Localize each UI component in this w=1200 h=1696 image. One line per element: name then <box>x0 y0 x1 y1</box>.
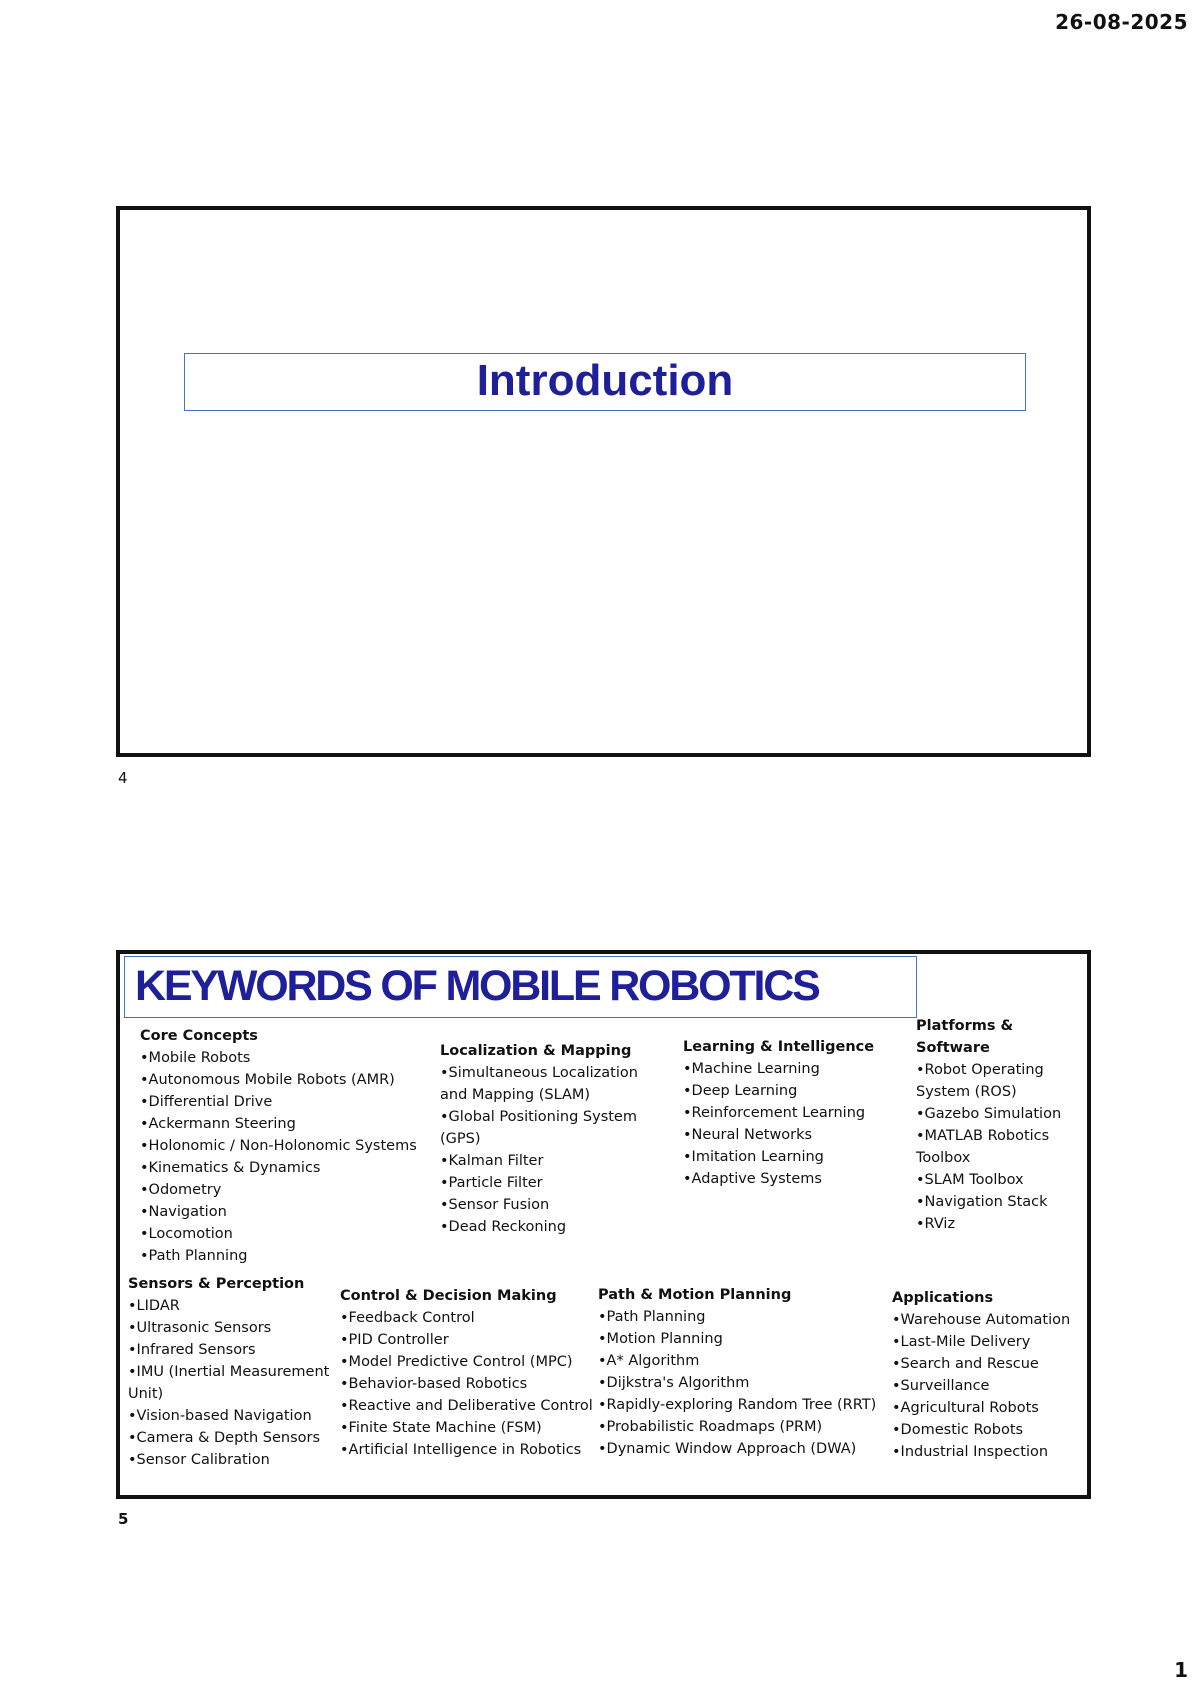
section-title: Core Concepts <box>140 1028 258 1044</box>
keyword-list <box>440 1062 665 1238</box>
keyword-item: •Gazebo Simulation <box>916 1106 1062 1122</box>
keyword-item: •A* Algorithm <box>598 1353 700 1369</box>
keyword-item: •Model Predictive Control (MPC) <box>340 1354 573 1370</box>
keyword-item: •LIDAR <box>128 1298 180 1314</box>
slide-title-box <box>184 353 1026 411</box>
keyword-item: •Machine Learning <box>683 1061 820 1077</box>
keyword-item: •Vision-based Navigation <box>128 1408 312 1424</box>
keyword-item: •Reinforcement Learning <box>683 1105 866 1121</box>
section-path-motion-planning <box>598 1284 898 1460</box>
document-date: 26-08-2025 <box>1055 10 1188 34</box>
keyword-list <box>916 1059 1076 1235</box>
keyword-item: •Artificial Intelligence in Robotics <box>340 1442 582 1458</box>
keyword-item: •Camera & Depth Sensors <box>128 1430 321 1446</box>
keyword-item: •Simultaneous Localization and Mapping (SLAM) <box>440 1065 638 1103</box>
keyword-list <box>340 1307 595 1461</box>
keyword-item: •Finite State Machine (FSM) <box>340 1420 542 1436</box>
keyword-item: •Dijkstra's Algorithm <box>598 1375 750 1391</box>
page-number: 1 <box>1174 1658 1188 1682</box>
keyword-item: •Ackermann Steering <box>140 1116 296 1132</box>
keyword-item: •Path Planning <box>140 1248 248 1264</box>
keyword-list <box>683 1058 903 1190</box>
keyword-item: •Adaptive Systems <box>683 1171 822 1187</box>
keyword-item: •Dead Reckoning <box>440 1219 567 1235</box>
slide-title: KEYWORDS OF MOBILE ROBOTICS <box>135 962 819 1010</box>
keyword-item: •Search and Rescue <box>892 1356 1039 1372</box>
section-platforms-software <box>916 1015 1076 1235</box>
section-title: Path & Motion Planning <box>598 1287 792 1303</box>
keyword-item: •Kalman Filter <box>440 1153 544 1169</box>
keyword-item: •Warehouse Automation <box>892 1312 1071 1328</box>
keyword-item: •Mobile Robots <box>140 1050 251 1066</box>
keyword-item: •Navigation <box>140 1204 227 1220</box>
keyword-item: •Kinematics & Dynamics <box>140 1160 321 1176</box>
section-applications <box>892 1287 1092 1463</box>
keyword-item: •Feedback Control <box>340 1310 475 1326</box>
section-title: Sensors & Perception <box>128 1276 305 1292</box>
keyword-item: •Surveillance <box>892 1378 990 1394</box>
keyword-list <box>128 1295 348 1471</box>
keyword-item: •Domestic Robots <box>892 1422 1024 1438</box>
section-title: Platforms & Software <box>916 1018 1014 1056</box>
section-localization-mapping <box>440 1040 665 1238</box>
keyword-item: •Last-Mile Delivery <box>892 1334 1031 1350</box>
keyword-item: •Motion Planning <box>598 1331 723 1347</box>
slide-title-box <box>124 956 917 1018</box>
keyword-list <box>598 1306 898 1460</box>
section-core-concepts <box>140 1025 440 1267</box>
slide-5 <box>116 950 1091 1499</box>
keyword-item: •Probabilistic Roadmaps (PRM) <box>598 1419 823 1435</box>
keyword-item: •Reactive and Deliberative Control <box>340 1398 593 1414</box>
keyword-item: •Agricultural Robots <box>892 1400 1039 1416</box>
slide-number-4: 4 <box>118 769 128 787</box>
keyword-item: •Ultrasonic Sensors <box>128 1320 272 1336</box>
slide-4 <box>116 206 1091 757</box>
keyword-item: •Rapidly-exploring Random Tree (RRT) <box>598 1397 877 1413</box>
keyword-item: •Infrared Sensors <box>128 1342 256 1358</box>
keyword-item: •Sensor Fusion <box>440 1197 550 1213</box>
section-sensors-perception <box>128 1273 348 1471</box>
keyword-list <box>892 1309 1092 1463</box>
keyword-item: •Path Planning <box>598 1309 706 1325</box>
section-title: Control & Decision Making <box>340 1288 557 1304</box>
keyword-item: •SLAM Toolbox <box>916 1172 1024 1188</box>
keyword-item: •Locomotion <box>140 1226 233 1242</box>
keyword-item: •RViz <box>916 1216 956 1232</box>
keyword-item: •Global Positioning System (GPS) <box>440 1109 637 1147</box>
slide-number-5: 5 <box>118 1510 129 1528</box>
section-title: Learning & Intelligence <box>683 1039 875 1055</box>
keyword-item: •Imitation Learning <box>683 1149 824 1165</box>
slide-title: Introduction <box>476 356 734 405</box>
keyword-item: •Particle Filter <box>440 1175 543 1191</box>
keyword-item: •Deep Learning <box>683 1083 798 1099</box>
keyword-item: •IMU (Inertial Measurement Unit) <box>128 1364 330 1402</box>
keyword-item: •Holonomic / Non-Holonomic Systems <box>140 1138 417 1154</box>
keyword-item: •MATLAB Robotics Toolbox <box>916 1128 1050 1166</box>
keyword-list <box>140 1047 440 1267</box>
keyword-item: •Autonomous Mobile Robots (AMR) <box>140 1072 395 1088</box>
keyword-item: •Neural Networks <box>683 1127 813 1143</box>
section-learning-intelligence <box>683 1036 903 1190</box>
keyword-item: •Odometry <box>140 1182 222 1198</box>
keyword-item: •Sensor Calibration <box>128 1452 270 1468</box>
keyword-item: •Robot Operating System (ROS) <box>916 1062 1044 1100</box>
keyword-item: •Navigation Stack <box>916 1194 1048 1210</box>
section-title: Localization & Mapping <box>440 1043 632 1059</box>
section-title: Applications <box>892 1290 994 1306</box>
keyword-item: •Behavior-based Robotics <box>340 1376 528 1392</box>
keyword-item: •Industrial Inspection <box>892 1444 1049 1460</box>
keyword-item: •Dynamic Window Approach (DWA) <box>598 1441 857 1457</box>
section-control-decision <box>340 1285 595 1461</box>
keyword-item: •PID Controller <box>340 1332 449 1348</box>
keyword-item: •Differential Drive <box>140 1094 273 1110</box>
